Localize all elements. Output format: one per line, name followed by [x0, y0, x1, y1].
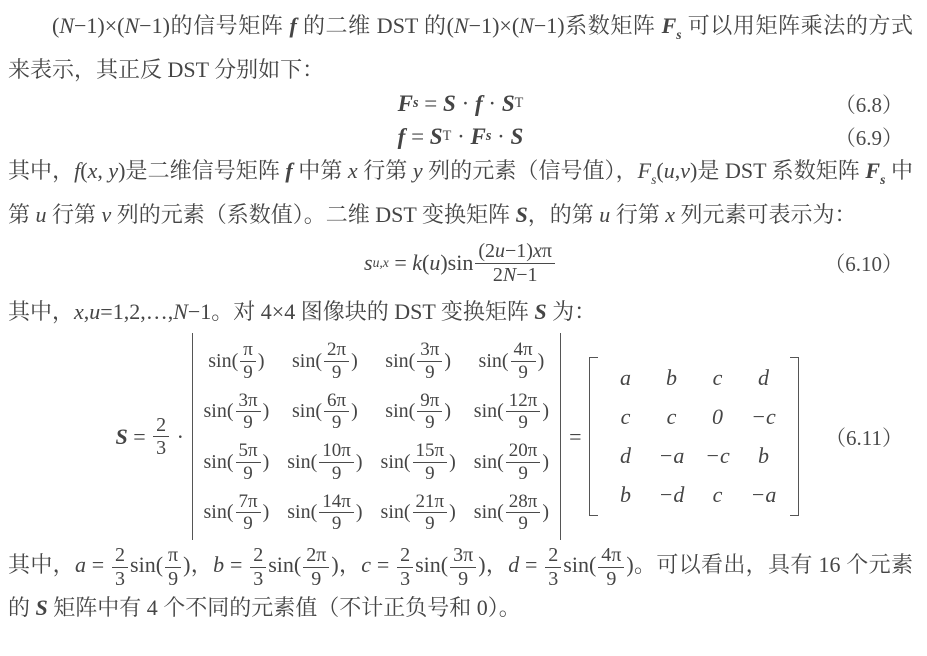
- text-run: ): [537, 349, 545, 372]
- text-run: u: [89, 299, 101, 325]
- text-run: 9: [331, 462, 342, 484]
- text-run: sin(: [473, 400, 504, 423]
- matrix-cell: [278, 490, 371, 536]
- text-run: F: [865, 158, 881, 184]
- equation-6-9: [8, 120, 913, 153]
- text-run: 矩阵中有 4 个不同的元素值（不计正负号和 0）。: [47, 595, 521, 621]
- matrix-cell: c: [666, 404, 677, 430]
- text-run: N: [519, 13, 534, 38]
- text-run: sin(: [473, 450, 504, 473]
- text-run: π: [168, 544, 179, 567]
- fraction: [545, 544, 561, 590]
- text-run: S: [115, 423, 128, 449]
- matrix-cell: [278, 389, 371, 435]
- text-run: 3: [115, 567, 126, 590]
- text-run: sin(: [130, 552, 164, 578]
- text-run: F: [637, 158, 652, 184]
- matrix-cell: [195, 389, 279, 435]
- text-run: v: [680, 158, 690, 184]
- text-run: −1)×(: [468, 13, 520, 38]
- matrix-cell: c: [620, 404, 631, 430]
- text-run: f: [285, 158, 293, 184]
- text-run: 列的元素（信号值），: [422, 158, 638, 184]
- text-run: ): [262, 450, 270, 473]
- text-run: ): [542, 400, 550, 423]
- text-run: sin(: [292, 400, 323, 423]
- matrix-cell: 0: [711, 404, 723, 430]
- text-run: N: [502, 263, 517, 286]
- equation-number: （6.8）: [834, 92, 903, 117]
- text-run: sin(: [385, 349, 416, 372]
- text-run: ·: [455, 90, 475, 116]
- text-run: ): [444, 400, 452, 423]
- paragraph-conclusion: [8, 544, 913, 625]
- matrix-cell: [278, 439, 371, 485]
- text-run: 3: [548, 567, 559, 590]
- text-run: 3π: [420, 339, 440, 361]
- text-run: ): [262, 501, 270, 524]
- matrix-cell: [372, 439, 465, 485]
- fraction: [413, 440, 448, 484]
- matrix-cell: −a: [750, 482, 777, 508]
- text-run: s: [676, 27, 682, 43]
- text-run: x: [87, 158, 98, 184]
- text-run: 4π: [601, 544, 622, 567]
- matrix-cell: [465, 490, 558, 536]
- left-bracket: [589, 357, 598, 516]
- text-run: N: [453, 13, 469, 38]
- text-run: 9: [425, 513, 435, 535]
- text-run: f: [397, 123, 406, 149]
- matrix-cell: [372, 389, 465, 435]
- text-run: 2: [400, 544, 411, 567]
- text-run: ,: [83, 299, 90, 325]
- fraction: [324, 339, 349, 383]
- text-run: k: [412, 250, 423, 276]
- text-run: f: [74, 158, 81, 184]
- equation-6-10: [8, 234, 913, 292]
- text-run: sin(: [380, 501, 411, 524]
- text-run: c: [361, 552, 372, 578]
- text-run: 2: [156, 413, 167, 436]
- text-run: =: [371, 552, 396, 578]
- text-run: )，: [478, 552, 509, 578]
- text-run: ): [257, 349, 265, 372]
- text-run: s: [880, 172, 886, 188]
- fraction: [598, 544, 624, 590]
- text-run: 9: [243, 361, 253, 383]
- text-run: π: [541, 240, 552, 263]
- matrix-cell: [372, 338, 465, 384]
- text-run: x: [665, 202, 676, 228]
- equation-6-10-body: [364, 240, 557, 286]
- text-run: (: [656, 158, 664, 184]
- text-run: 9: [606, 567, 617, 590]
- text-run: 14π: [322, 490, 351, 512]
- text-run: π: [243, 339, 253, 361]
- equation-6-8: [8, 87, 913, 120]
- matrix-cell: [278, 338, 371, 384]
- text-run: 9: [243, 513, 253, 535]
- fraction: [506, 440, 541, 484]
- equation-6-8-body: [398, 91, 524, 117]
- fraction: [319, 491, 354, 535]
- fraction: [303, 544, 329, 590]
- text-run: 列的元素（系数值）。二维 DST 变换矩阵: [111, 202, 516, 228]
- text-run: 2π: [327, 339, 347, 361]
- text-run: ·: [482, 90, 502, 116]
- text-run: )，: [183, 552, 214, 578]
- text-run: N: [173, 299, 188, 325]
- text-run: )。可以看出，具有 16 个元素的: [8, 552, 913, 621]
- fraction: [417, 390, 442, 434]
- matrix-cell: −a: [658, 443, 685, 469]
- text-run: F: [397, 90, 413, 116]
- text-run: b: [213, 552, 225, 578]
- fraction: [506, 390, 541, 434]
- text-run: 3π: [238, 389, 258, 411]
- text-run: ,: [674, 158, 681, 184]
- text-run: 9: [425, 412, 435, 434]
- text-run: sin(: [287, 450, 318, 473]
- text-run: 5π: [238, 440, 258, 462]
- fraction: [417, 339, 442, 383]
- matrix-cell: b: [619, 482, 631, 508]
- text-run: N: [124, 13, 140, 38]
- paragraph-definitions: [8, 153, 913, 232]
- text-run: 2: [253, 544, 264, 567]
- fraction: [236, 440, 261, 484]
- text-run: ·: [491, 123, 511, 149]
- text-run: sin(: [268, 552, 302, 578]
- text-run: −1): [505, 240, 533, 263]
- text-run: f: [474, 90, 483, 116]
- matrix-cell: d: [757, 365, 769, 391]
- text-run: 9: [243, 462, 253, 484]
- text-run: =: [85, 552, 111, 578]
- text-run: F: [661, 13, 677, 38]
- text-run: )是二维信号矩阵: [118, 158, 286, 184]
- text-run: S: [429, 123, 443, 149]
- text-run: s: [485, 128, 492, 145]
- text-run: S: [443, 90, 456, 116]
- fraction: [506, 491, 541, 535]
- matrix-cell: b: [665, 365, 677, 391]
- text-run: u: [495, 240, 506, 263]
- text-run: sin(: [287, 501, 318, 524]
- text-run: 3: [400, 567, 411, 590]
- text-run: ): [449, 501, 456, 524]
- text-run: ，的第: [527, 202, 600, 228]
- matrix-cell: [195, 490, 279, 536]
- text-run: S: [534, 299, 547, 325]
- text-run: 7π: [238, 490, 258, 512]
- text-run: sin(: [203, 501, 234, 524]
- text-run: 2: [115, 544, 126, 567]
- paragraph-intro: [8, 8, 913, 87]
- text-run: 9: [518, 513, 528, 535]
- text-run: u,x: [372, 255, 389, 271]
- fraction: [475, 240, 555, 286]
- text-run: 3: [156, 437, 167, 460]
- text-run: f: [289, 13, 297, 38]
- text-run: sin(: [385, 400, 416, 423]
- matrix-cell: −d: [658, 482, 685, 508]
- matrix-cell: a: [619, 365, 631, 391]
- text-run: s: [412, 95, 419, 112]
- text-run: 28π: [508, 490, 538, 512]
- text-run: 其中，: [8, 158, 75, 184]
- text-run: d: [508, 552, 520, 578]
- text-run: ): [449, 450, 456, 473]
- matrix-cell: [195, 338, 279, 384]
- text-run: 2: [492, 263, 503, 286]
- equation-6-11-lhs: [116, 414, 190, 460]
- fraction: [397, 544, 413, 590]
- fraction: [319, 440, 354, 484]
- text-run: S: [501, 90, 515, 116]
- text-run: sin(: [203, 450, 234, 473]
- equation-number: （6.11）: [825, 425, 903, 450]
- text-run: y: [412, 158, 423, 184]
- fraction: [240, 339, 256, 383]
- text-run: u: [599, 202, 611, 228]
- text-run: −1)×(: [74, 13, 125, 38]
- text-run: 9: [425, 361, 435, 383]
- text-run: 9: [331, 513, 342, 535]
- text-run: u: [429, 250, 441, 276]
- text-run: 21π: [415, 490, 445, 512]
- fraction: [165, 544, 181, 590]
- text-run: 10π: [322, 440, 351, 462]
- fraction: [153, 414, 169, 460]
- text-run: 中第: [292, 158, 348, 184]
- text-run: 中第: [8, 158, 913, 228]
- matrix-cell: c: [712, 482, 723, 508]
- fraction: [324, 390, 349, 434]
- text-run: 9: [311, 567, 322, 590]
- equation-6-11: [8, 333, 913, 540]
- text-run: 9: [425, 462, 435, 484]
- text-run: −1)的信号矩阵: [139, 13, 290, 38]
- matrix-cell: d: [619, 443, 631, 469]
- text-run: 15π: [415, 440, 445, 462]
- text-run: sin(: [203, 400, 234, 423]
- fraction: [413, 491, 448, 535]
- text-run: 列元素可表示为：: [675, 202, 857, 228]
- text-run: s: [364, 250, 373, 276]
- equation-number: （6.10）: [824, 252, 903, 277]
- text-run: v: [101, 202, 112, 228]
- text-run: =1,2,…,: [100, 299, 174, 325]
- text-run: y: [108, 158, 119, 184]
- text-run: )是 DST 系数矩阵: [690, 158, 866, 184]
- text-run: =: [224, 552, 249, 578]
- text-run: =: [405, 123, 430, 149]
- text-run: u: [35, 202, 47, 228]
- fraction: [112, 544, 128, 590]
- text-run: ·: [171, 423, 190, 449]
- text-run: S: [510, 123, 524, 149]
- fraction: [511, 339, 536, 383]
- text-run: sin(: [563, 552, 597, 578]
- text-run: −1)系数矩阵: [533, 13, 662, 38]
- text-run: 9: [243, 412, 253, 434]
- text-run: 6π: [327, 389, 347, 411]
- text-run: 可以用矩阵乘法的方式来表示，其正反 DST 分别如下：: [8, 13, 914, 83]
- text-run: −1: [516, 263, 538, 286]
- text-run: 9: [518, 412, 528, 434]
- matrix-cell: b: [757, 443, 769, 469]
- text-run: 9: [518, 361, 528, 383]
- fraction: [236, 491, 261, 535]
- text-run: 9: [331, 412, 342, 434]
- matrix-cell: [465, 338, 558, 384]
- paragraph-range: [8, 294, 913, 329]
- text-run: =: [519, 552, 544, 578]
- sin-matrix: [192, 333, 562, 540]
- text-run: S: [35, 595, 48, 621]
- text-run: (: [52, 13, 60, 38]
- text-run: 9: [168, 567, 179, 590]
- text-run: ): [351, 349, 358, 372]
- text-run: 20π: [508, 440, 538, 462]
- text-run: sin(: [415, 552, 449, 578]
- text-run: 行第: [610, 202, 666, 228]
- matrix-cell: −c: [751, 404, 776, 430]
- text-run: sin(: [208, 349, 239, 372]
- text-run: 其中，: [8, 299, 75, 325]
- text-run: (: [80, 158, 88, 184]
- equation-number: （6.9）: [834, 125, 903, 150]
- text-run: 为：: [546, 299, 597, 325]
- text-run: ): [444, 349, 452, 372]
- matrix-cell: [195, 439, 279, 485]
- fraction: [236, 390, 261, 434]
- equals-sign: =: [569, 423, 582, 449]
- text-run: x: [347, 158, 358, 184]
- fraction: [450, 544, 476, 590]
- equation-6-9-body: [398, 124, 524, 150]
- text-run: 9: [331, 361, 342, 383]
- text-run: ·: [451, 123, 471, 149]
- text-run: sin(: [380, 450, 411, 473]
- text-run: =: [418, 90, 444, 116]
- text-run: N: [59, 13, 75, 38]
- text-run: ,: [97, 158, 109, 184]
- text-run: ): [542, 450, 550, 473]
- fraction: [250, 544, 266, 590]
- text-run: −1。对 4×4 图像块的 DST 变换矩阵: [187, 299, 535, 325]
- text-run: 的二维 DST 的(: [296, 13, 454, 38]
- text-run: T: [514, 95, 524, 112]
- text-run: sin(: [292, 349, 323, 372]
- text-run: x: [74, 299, 84, 325]
- text-run: u: [663, 158, 675, 184]
- text-run: 2π: [306, 544, 327, 567]
- text-run: (: [422, 250, 430, 276]
- text-run: 其中，: [8, 552, 75, 578]
- text-run: 9: [458, 567, 469, 590]
- text-run: a: [74, 552, 86, 578]
- text-run: sin(: [478, 349, 509, 372]
- matrix-cell: [372, 490, 465, 536]
- text-run: =: [388, 250, 413, 276]
- text-run: sin(: [473, 501, 504, 524]
- text-run: =: [127, 423, 152, 449]
- matrix-cell: −c: [705, 443, 730, 469]
- text-run: ): [355, 501, 363, 524]
- text-run: s: [651, 172, 657, 188]
- text-run: F: [470, 123, 486, 149]
- text-run: 12π: [508, 389, 538, 411]
- text-run: 行第: [46, 202, 102, 228]
- text-run: x: [532, 240, 542, 263]
- text-run: )sin: [440, 250, 474, 276]
- text-run: ): [355, 450, 363, 473]
- text-run: 4π: [513, 339, 533, 361]
- matrix-cell: c: [712, 365, 723, 391]
- matrix-cell: [465, 439, 558, 485]
- text-run: )，: [331, 552, 362, 578]
- matrix-cell: [465, 389, 558, 435]
- text-run: 9π: [420, 389, 440, 411]
- text-run: S: [515, 202, 528, 228]
- right-bracket: [790, 357, 799, 516]
- text-run: 3: [253, 567, 264, 590]
- text-run: 行第: [357, 158, 413, 184]
- letter-matrix: [589, 357, 799, 516]
- text-run: 2: [548, 544, 559, 567]
- text-run: 9: [518, 462, 528, 484]
- letter-matrix-grid: [598, 357, 790, 516]
- text-run: (2: [478, 240, 496, 263]
- text-run: T: [442, 128, 452, 145]
- text-run: ): [262, 400, 270, 423]
- text-run: ): [542, 501, 550, 524]
- text-run: 3π: [453, 544, 474, 567]
- text-run: ): [351, 400, 358, 423]
